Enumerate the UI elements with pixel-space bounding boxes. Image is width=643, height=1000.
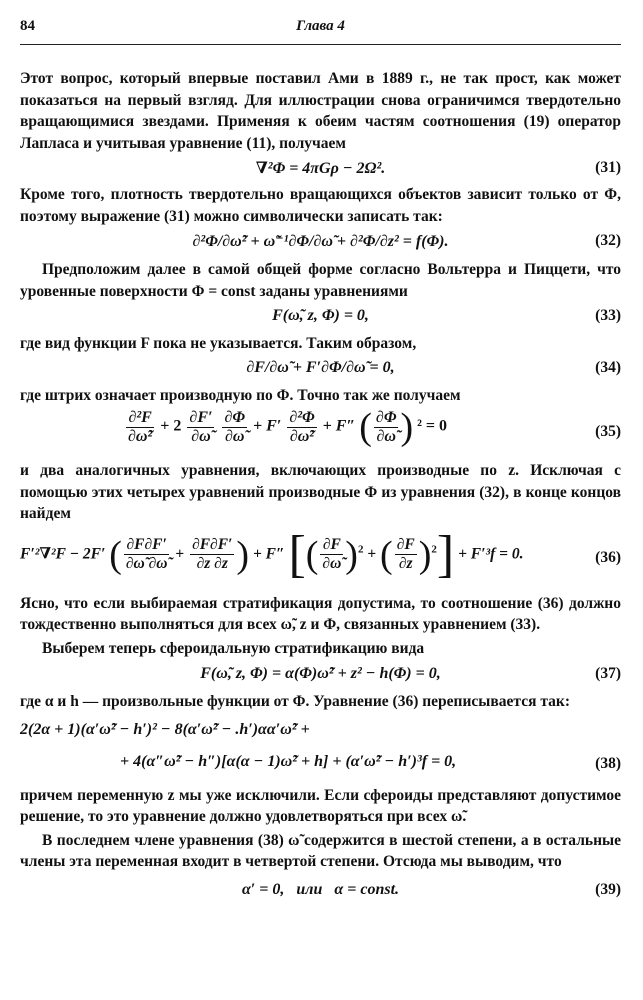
equation-34 xyxy=(20,359,621,377)
eq36-frac-4: $\frac{\partial F}{\partial z}$ xyxy=(396,536,415,572)
equation-31-formula: ∇²Φ = 4πGρ − 2Ω². xyxy=(255,160,386,177)
equation-37 xyxy=(20,665,621,683)
page-body xyxy=(20,68,621,899)
equation-38-formula-line-1: 2(2α + 1)(α′ω̃² − h′)² − 8(α′ω̃² − .h′)αα′ω̃² + xyxy=(20,720,310,738)
equation-31-number: (31) xyxy=(595,159,621,176)
paragraph-7: Ясно, что если выбираемая стратификация допустима, то соотношение (36) должно тождественно выполняться для всех ω̃, z и Φ, связанных уравнением (33). xyxy=(20,594,621,633)
equation-36 xyxy=(20,525,621,587)
equation-32-formula: ∂²Φ/∂ω̃² + ω̃⁻¹∂Φ/∂ω̃ + ∂²Φ/∂z² = f(Φ). xyxy=(192,233,449,250)
equation-34-formula: ∂F/∂ω̃ + F′∂Φ/∂ω̃ = 0, xyxy=(246,358,395,376)
paragraph-11: В последнем члене уравнения (38) ω̃ содержится в шестой степени, а в остальные члены эта переменная входит в четвертой степени. Отсюда мы выводим, что xyxy=(20,831,621,870)
equation-31 xyxy=(20,158,621,178)
equation-37-number: (37) xyxy=(595,665,621,682)
paragraph-2: Кроме того, плотность твердотельно вращающихся объектов зависит только от Φ, поэтому выражение (31) можно символически записать так: xyxy=(20,186,621,225)
equation-38-number: (38) xyxy=(595,754,621,772)
eq35-frac-5: $\frac{\partial\Phi}{\partial\omegã}$ xyxy=(375,408,397,445)
eq35-frac-2: $\frac{\partial F'}{\partial\omegã}$ xyxy=(189,408,213,445)
eq36-frac-1: $\frac{\partial F\partial F'}{\partial\omegã \partial\omegã}$ xyxy=(125,536,168,572)
equation-35-number: (35) xyxy=(595,423,621,440)
equation-39 xyxy=(20,881,621,899)
equation-33-formula: F(ω̃, z, Φ) = 0, xyxy=(272,307,369,324)
paragraph-6: и два аналогичных уравнения, включающих производные по z. Исключая с помощью этих четырех уравнений производные Φ из уравнения (32), в конце концов найдем xyxy=(20,462,621,522)
paragraph-5: где штрих означает производную по Φ. Точно так же получаем xyxy=(20,386,461,404)
equation-32 xyxy=(20,231,621,251)
paragraph-8: Выберем теперь сфероидальную стратификацию вида xyxy=(42,639,425,657)
equation-39-number: (39) xyxy=(595,880,621,898)
eq35-frac-1: $\frac{\text{∂²F}}{\text{∂ω̃²}}$ xyxy=(128,408,153,445)
equation-35-formula: $\frac{\text{∂²F}}{\text{∂ω̃²}}$ + 2 $\frac{\partial F'}{\partial\omegã}$ $\frac{\partial\Phi}{\partial\omegã}$ + F′ $\frac{\text{∂²Φ}}{\text{∂ω̃²}}$ + F″ ( $\frac{\partial\Phi}{\partial\omegã}$ ) ² = 0 xyxy=(128,406,448,448)
equation-36-formula: F′²∇²F − 2F′ ( $\frac{\partial F\partial F'}{\partial\omegã \partial\omegã}$ + $\frac{\partial F\partial F'}{\partial z \partial z}$ ) + F″ [( $\frac{\partial F}{\partial\omegã}$ )$^2$ + ( $\frac{\partial F}{\partial z}$ )$^2$] + F′³f = 0. xyxy=(20,525,524,583)
paragraph-1: Этот вопрос, который впервые поставил Ами в 1889 г., не так прост, как может показаться на первый взгляд. Для иллюстрации снова ограничимся твердотельно вращающимися звездами. Применяя к обеим частям соотношения (19) оператор Лапласа и учитывая уравнение (11), получаем xyxy=(20,70,621,152)
paragraph-4: где вид функции F пока не указывается. Таким образом, xyxy=(20,335,417,352)
paragraph-9: где α и h — произвольные функции от Φ. Уравнение (36) переписывается так: xyxy=(20,693,570,710)
eq35-frac-4: $\frac{\text{∂²Φ}}{\text{∂ω̃²}}$ xyxy=(289,408,315,445)
equation-36-number: (36) xyxy=(595,548,621,566)
page-number: 84 xyxy=(20,18,35,34)
equation-38-line-2 xyxy=(20,751,621,777)
equation-32-number: (32) xyxy=(595,232,621,249)
equation-39-formula: α′ = 0, или α = const. xyxy=(241,880,400,898)
equation-33 xyxy=(20,307,621,325)
equation-34-number: (34) xyxy=(595,358,621,376)
equation-38-formula-line-2: + 4(α″ω̃² − h″)[α(α − 1)ω̃² + h] + (α′ω̃² − h′)³f = 0, xyxy=(120,752,457,770)
eq36-frac-3: $\frac{\partial F}{\partial\omegã}$ xyxy=(322,536,342,572)
equation-38-line-1 xyxy=(20,721,621,747)
paragraph-10: причем переменную z мы уже исключили. Если сфероиды представляют допустимое решение, то это уравнение должно удовлетворяться при всех ω̃. xyxy=(20,786,621,825)
eq35-frac-3: $\frac{\partial\Phi}{\partial\omegã}$ xyxy=(224,408,246,445)
page-header xyxy=(20,14,621,45)
equation-33-number: (33) xyxy=(595,307,621,324)
chapter-title: Глава 4 xyxy=(296,18,345,34)
equation-35 xyxy=(20,408,621,456)
eq36-frac-2: $\frac{\partial F\partial F'}{\partial z \partial z}$ xyxy=(192,536,233,572)
equation-37-formula: F(ω̃, z, Φ) = α(Φ)ω̃² + z² − h(Φ) = 0, xyxy=(200,665,441,682)
paragraph-3: Предположим далее в самой общей форме согласно Вольтерра и Пиццети, что уровенные поверхности Φ = const заданы уравнениями xyxy=(20,261,621,300)
